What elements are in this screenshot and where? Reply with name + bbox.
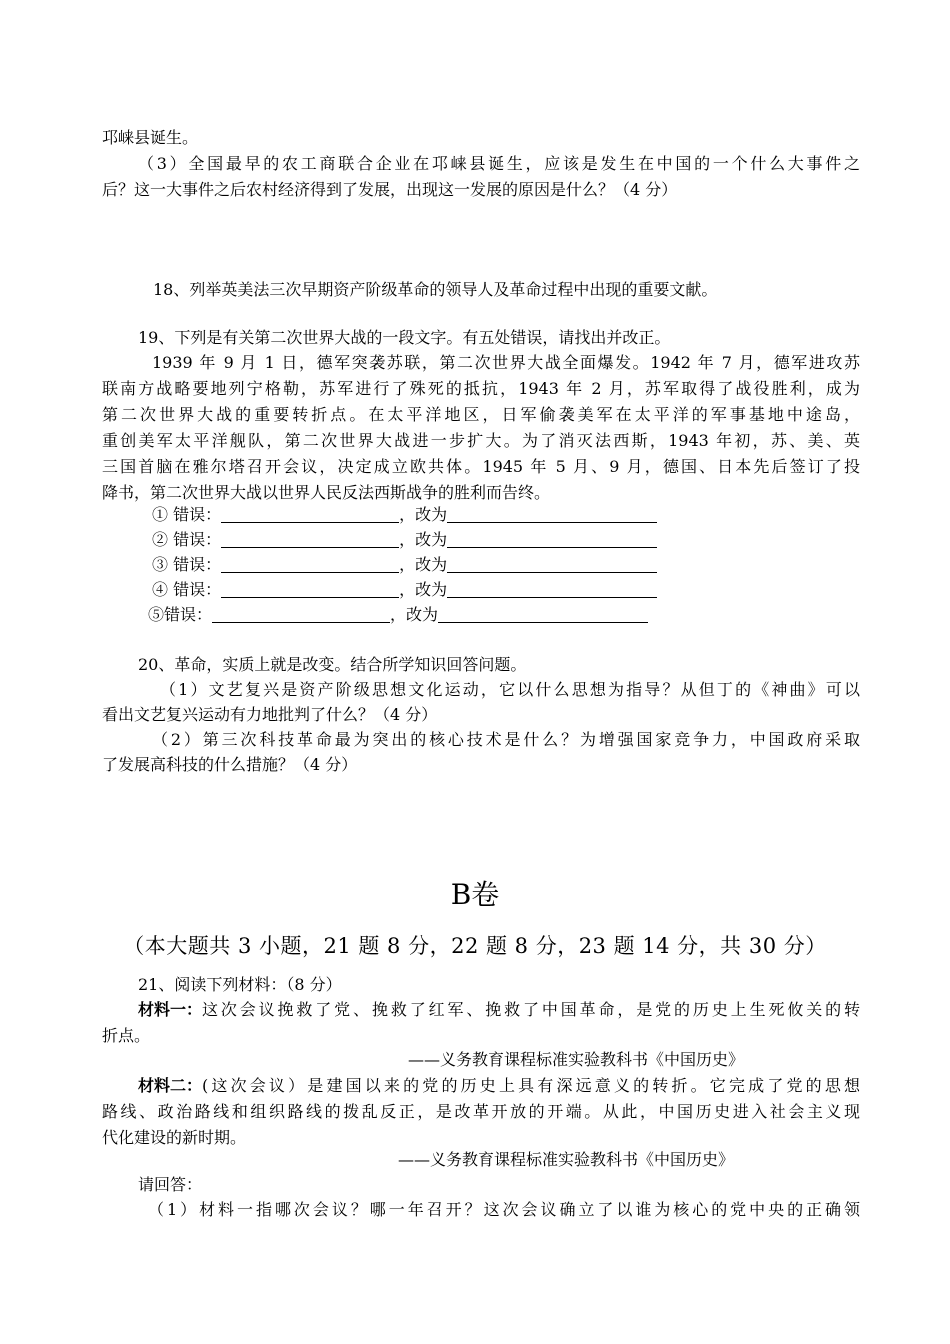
material-2-label: 材料二： (138, 1076, 203, 1095)
material-1-text: 这次会议挽救了党、挽救了红军、挽救了中国革命，是党的历史上生死攸关的转 (202, 1000, 860, 1019)
answer-label: ⑤错误： (148, 605, 213, 624)
error-blank[interactable] (221, 531, 399, 548)
answer-label: ③ 错误： (152, 555, 222, 574)
answer-separator: ，改为 (390, 605, 439, 624)
q17-part3-line2: 后？这一大事件之后农村经济得到了发展，出现这一发展的原因是什么？（4 分） (102, 180, 678, 199)
error-blank[interactable] (212, 606, 390, 623)
answer-label: ① 错误： (152, 505, 222, 524)
material-2-source: ——义务教育课程标准实验教科书《中国历史》 (398, 1150, 735, 1169)
please-answer: 请回答： (138, 1175, 203, 1194)
q20-part2-line2: 了发展高科技的什么措施？（4 分） (102, 755, 358, 774)
error-blank[interactable] (221, 506, 399, 523)
answer-separator: ，改为 (399, 580, 448, 599)
correction-blank[interactable] (447, 581, 657, 598)
q19-para-line6: 降书，第二次世界大战以世界人民反法西斯战争的胜利而告终。 (102, 483, 551, 502)
answer-separator: ，改为 (399, 555, 448, 574)
material-1-line2: 折点。 (102, 1026, 151, 1045)
section-b-title: B卷 (450, 878, 500, 911)
material-2-line1 (138, 1075, 860, 1097)
q19-para-line3: 第二次世界大战的重要转折点。在太平洋地区，日军偷袭美军在太平洋的军事基地中途岛， (102, 405, 860, 424)
q21-part1: （1）材料一指哪次会议？哪一年召开？这次会议确立了以谁为核心的党中央的正确领 (148, 1200, 860, 1219)
answer-label: ② 错误： (152, 530, 222, 549)
material-1-label: 材料一： (138, 1000, 203, 1019)
q19-para-line2: 联南方战略要地列宁格勒，苏军进行了殊死的抵抗，1943 年 2 月，苏军取得了战役胜利，成为 (102, 379, 860, 398)
error-blank[interactable] (221, 556, 399, 573)
correction-blank[interactable] (447, 531, 657, 548)
material-1-line1 (138, 999, 860, 1021)
q17-tail: 邛崃县诞生。 (102, 128, 199, 147)
q17-part3-line1: （3）全国最早的农工商联合企业在邛崃县诞生，应该是发生在中国的一个什么大事件之 (138, 154, 860, 173)
q19-para-line5: 三国首脑在雅尔塔召开会议，决定成立欧共体。1945 年 5 月、9 月，德国、日本先后签订了投 (102, 457, 860, 476)
q19-para-line1: 1939 年 9 月 1 日，德军突袭苏联，第二次世界大战全面爆发。1942 年 7 月，德军进攻苏 (152, 353, 860, 372)
correction-blank[interactable] (438, 606, 648, 623)
answer-row (152, 554, 657, 576)
answer-separator: ，改为 (399, 505, 448, 524)
answer-label: ④ 错误： (152, 580, 222, 599)
question-19-stem: 19、下列是有关第二次世界大战的一段文字。有五处错误，请找出并改正。 (138, 328, 671, 347)
correction-blank[interactable] (447, 506, 657, 523)
q20-part2-line1: （2）第三次科技革命最为突出的核心技术是什么？为增强国家竞争力，中国政府采取 (152, 730, 860, 749)
material-2-line3: 代化建设的新时期。 (102, 1128, 247, 1147)
q20-part1-line1: （1）文艺复兴是资产阶级思想文化运动，它以什么思想为指导？从但丁的《神曲》可以 (160, 680, 860, 699)
answer-row (148, 604, 648, 626)
error-blank[interactable] (221, 581, 399, 598)
answer-row (152, 529, 657, 551)
answer-separator: ，改为 (399, 530, 448, 549)
section-b-subtitle: （本大题共 3 小题，21 题 8 分，22 题 8 分，23 题 14 分，共 30 分） (123, 934, 827, 958)
material-2-text: (这次会议）是建国以来的党的历史上具有深远意义的转折。它完成了党的思想 (202, 1076, 860, 1095)
question-18: 18、列举英美法三次早期资产阶级革命的领导人及革命过程中出现的重要文献。 (153, 280, 718, 299)
q19-para-line4: 重创美军太平洋舰队，第二次世界大战进一步扩大。为了消灭法西斯，1943 年初，苏、美、英 (102, 431, 860, 450)
material-2-line2: 路线、政治路线和组织路线的拨乱反正，是改革开放的开端。从此，中国历史进入社会主义现 (102, 1102, 860, 1121)
question-21-stem: 21、阅读下列材料：（8 分） (138, 975, 342, 994)
q20-part1-line2: 看出文艺复兴运动有力地批判了什么？（4 分） (102, 705, 438, 724)
correction-blank[interactable] (447, 556, 657, 573)
answer-row (152, 579, 657, 601)
material-1-source: ——义务教育课程标准实验教科书《中国历史》 (408, 1050, 745, 1069)
question-20-stem: 20、革命，实质上就是改变。结合所学知识回答问题。 (138, 655, 527, 674)
answer-row (152, 504, 657, 526)
